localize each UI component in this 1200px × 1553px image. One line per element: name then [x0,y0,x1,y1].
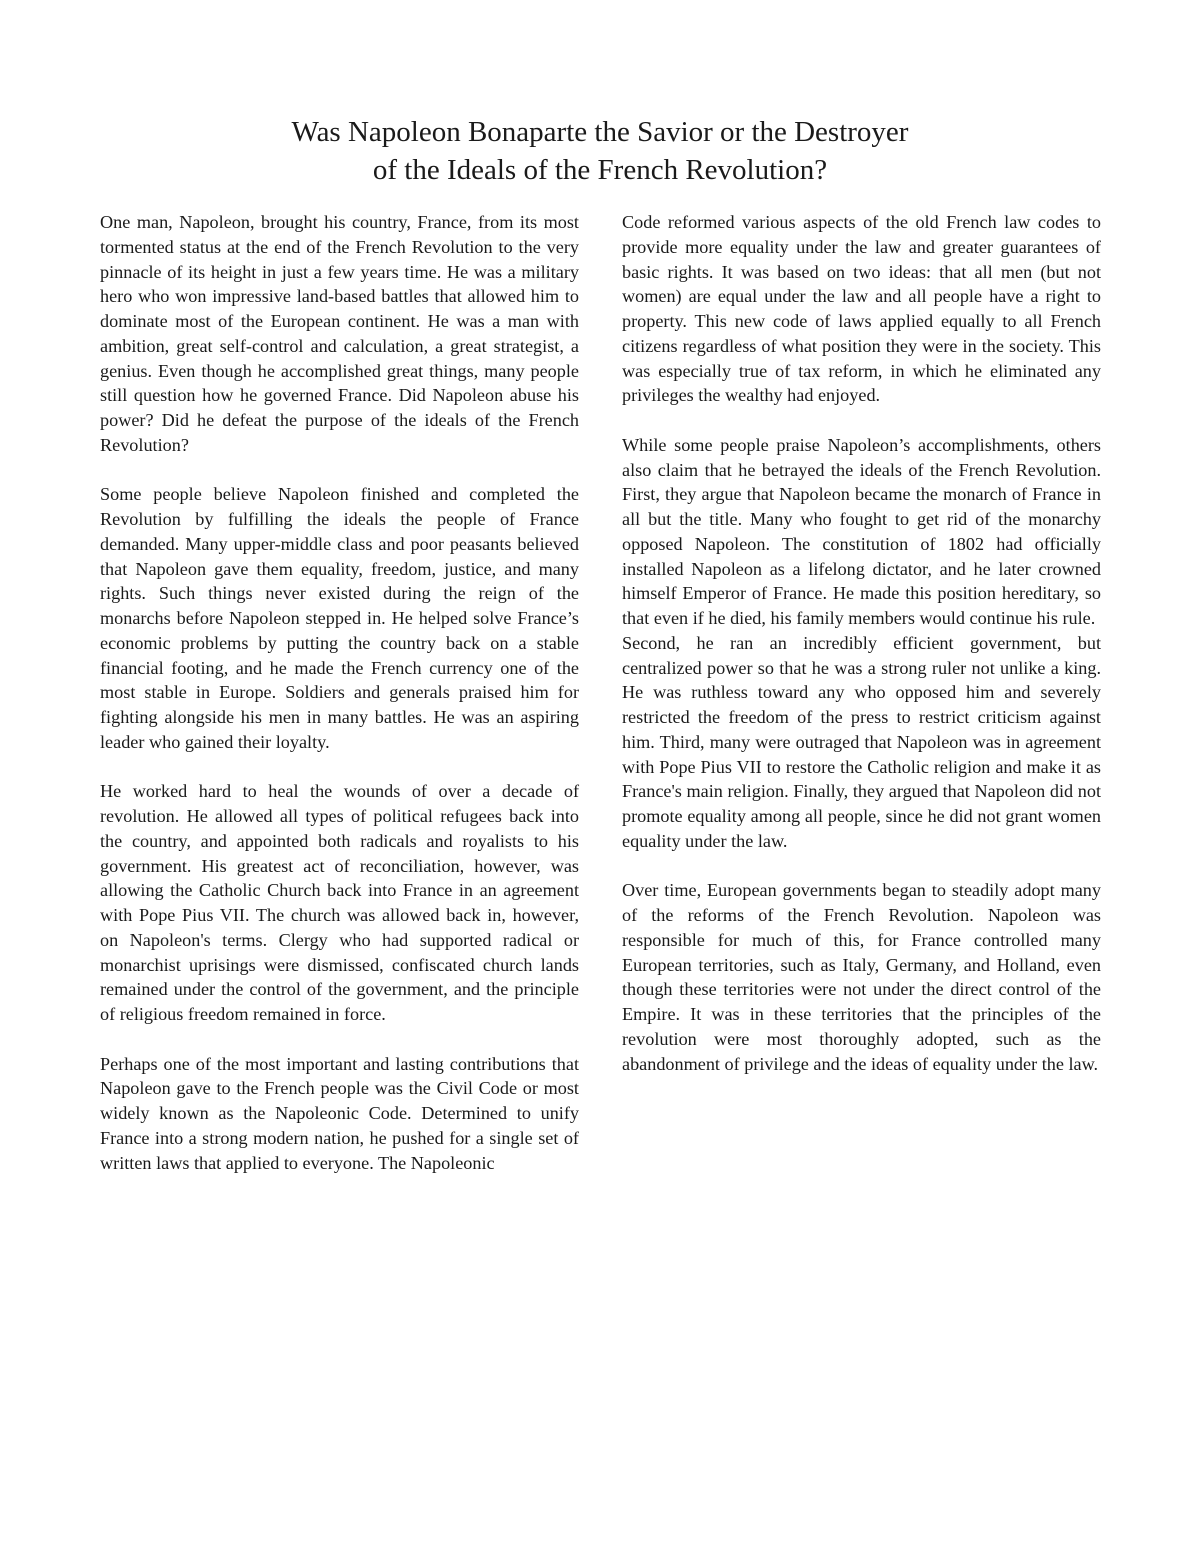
title-line-2: of the Ideals of the French Revolution? [372,154,828,186]
paragraph-betrayal: While some people praise Napoleon’s accomplishments, others also claim that he betrayed the ideals of the French Revolution. First, they argue that Napoleon became the monarch of France in all but the title. Many who fought to get rid of the monarchy opposed Napoleon. The constitution of 1802 had officially installed Napoleon as a lifelong dictator, and he later crowned himself Emperor of France. He made this position hereditary, so that even if he died, his family members would continue his rule. [622,434,1101,628]
paragraph-code-reforms: Code reformed various aspects of the old French law codes to provide more equality under the law and greater guarantees of basic rights. It was based on two ideas: that all men (but not women) are equal under the law and all people have a right to property. This new code of laws applied equally to all French citizens regardless of what position they were in the society. This was especially true of tax reform, in which he eliminated any privileges the wealthy had enjoyed. [622,212,1101,406]
page-title [0,113,1200,189]
paragraph-completed-revolution: Some people believe Napoleon finished and completed the Revolution by fulfilling the ideals the people of France demanded. Many upper-middle class and poor peasants believed that Napoleon gave them equality, freedom, justice, and many rights. Such things never existed during the reign of the monarchs before Napoleon stepped in. He helped solve France’s economic problems by putting the country back on a stable financial footing, and he made the French currency one of the most stable in Europe. Soldiers and generals praised him for fighting alongside his men in many battles. He was an aspiring leader who gained their loyalty. [100,484,579,752]
title-line-1: Was Napoleon Bonaparte the Savior or the Destroyer [291,116,909,148]
right-column [622,210,1101,1076]
paragraph-second-third: Second, he ran an incredibly efficient government, but centralized power so that he was a strong ruler not unlike a king. He was ruthless toward any who opposed him and severely restricted the freedom of the press to restrict criticism against him. Third, many were outraged that Napoleon was in agreement with Pope Pius VII to restore the Catholic religion and make it as France's main religion. Finally, they argued that Napoleon did not promote equality among all people, since he did not grant women equality under the law. [622,632,1101,851]
paragraph-conclusion: Over time, European governments began to steadily adopt many of the reforms of the French Revolution. Napoleon was responsible for much of this, for France controlled many European territories, such as Italy, Germany, and Holland, even though these territories were not under the direct control of the Empire. It was in these territories that the principles of the revolution were most thoroughly adopted, such as the abandonment of privilege and the ideas of equality under the law. [622,880,1101,1074]
paragraph-healing-wounds: He worked hard to heal the wounds of over a decade of revolution. He allowed all types of political refugees back into the country, and appointed both radicals and royalists to his government. His greatest act of reconciliation, however, was allowing the Catholic Church back into France in an agreement with Pope Pius VII. The church was allowed back in, however, on Napoleon's terms. Clergy who had supported radical or monarchist uprisings were dismissed, confiscated church lands remained under the control of the government, and the principle of religious freedom remained in force. [100,781,579,1024]
left-column [100,210,579,1175]
paragraph-intro: One man, Napoleon, brought his country, France, from its most tormented status at the end of the French Revolution to the very pinnacle of its height in just a few years time. He was a military hero who won impressive land-based battles that allowed him to dominate most of the European continent. He was a man with ambition, great self-control and calculation, a great strategist, a genius. Even though he accomplished great things, many people still question how he governed France. Did Napoleon abuse his power? Did he defeat the purpose of the ideals of the French Revolution? [100,212,579,455]
paragraph-civil-code: Perhaps one of the most important and lasting contributions that Napoleon gave to the French people was the Civil Code or most widely known as the Napoleonic Code. Determined to unify France into a strong modern nation, he pushed for a single set of written laws that applied to everyone. The Napoleonic [100,1053,579,1173]
